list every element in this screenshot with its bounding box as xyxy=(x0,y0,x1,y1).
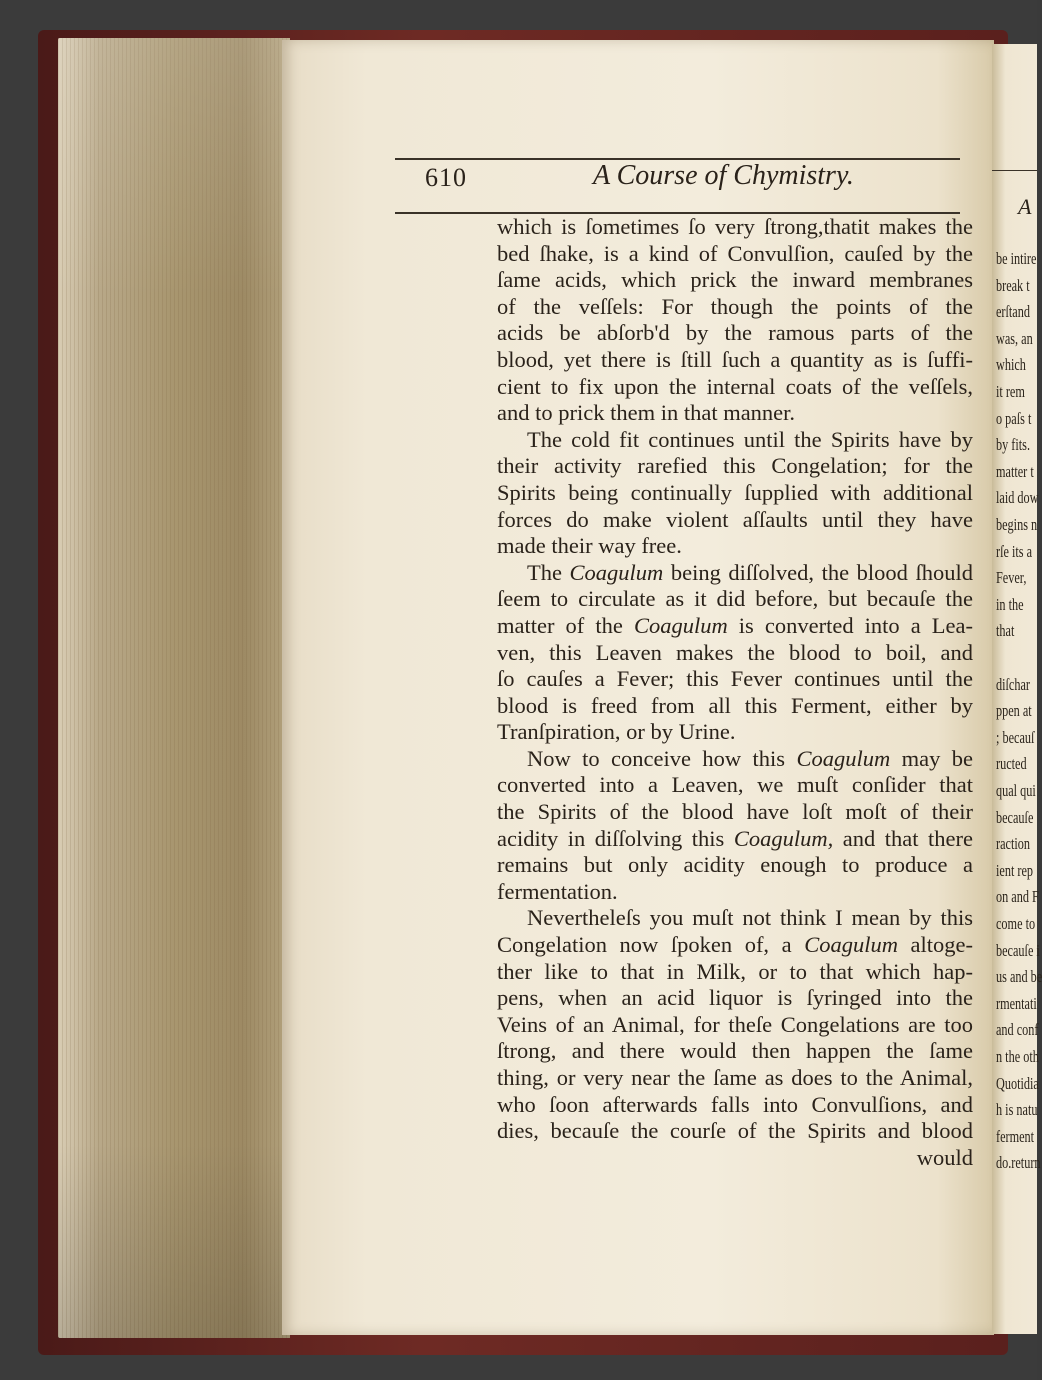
text-segment: Congelation now ſpoken of, a xyxy=(497,932,805,958)
facing-text-line: becauſe xyxy=(996,807,1034,827)
text-line: ven, this Leaven makes the blood to boil, and xyxy=(497,639,973,665)
facing-text-line: ient rep xyxy=(996,860,1034,880)
italic-term: Coagulum xyxy=(804,932,898,958)
body-text xyxy=(497,214,973,1171)
text-line: Spirits being continually ſupplied with additional xyxy=(497,479,973,505)
running-head: A Course of Chymistry. xyxy=(593,160,854,191)
text-line: and to prick them in that manner. xyxy=(497,400,796,426)
text-line: pens, when an acid liquor is ſyringed into the xyxy=(497,985,973,1011)
text-segment: altoge- xyxy=(897,932,974,958)
text-segment: The xyxy=(527,559,570,585)
text-line: thing, or very near the ſame as does to the Animal, xyxy=(497,1065,973,1090)
italic-term: Coagulum, xyxy=(733,825,834,851)
text-line: who ſoon afterwards falls into Convulſions, and xyxy=(497,1091,973,1117)
facing-text-line: do.return xyxy=(996,1153,1041,1173)
text-line: blood, yet there is ſtill ſuch a quantity as is ſuffi- xyxy=(497,346,973,372)
facing-text-line: be intire xyxy=(996,249,1037,268)
facing-text-line: was, an xyxy=(996,328,1033,348)
text-line: dies, becauſe the courſe of the Spirits and blood xyxy=(497,1118,973,1144)
facing-text-line: h is natu xyxy=(996,1100,1038,1120)
facing-text-line: becauſe i xyxy=(996,940,1040,960)
facing-text-line: ferment xyxy=(996,1126,1035,1146)
text-line: Nevertheleſs you muſt not think I mean by this xyxy=(527,905,973,931)
facing-running-head: A xyxy=(1018,194,1032,219)
text-segment: acidity in diſſolving this xyxy=(497,825,734,851)
text-line: acids be abſorb'd by the ramous parts of the xyxy=(497,320,973,346)
text-line: ſtrong, and there would then happen the ſame xyxy=(497,1038,973,1064)
text-line xyxy=(497,826,973,853)
facing-text-line: on and F xyxy=(996,887,1039,907)
italic-term: Coagulum xyxy=(633,612,728,638)
facing-text-line: that xyxy=(996,621,1015,641)
facing-page xyxy=(992,44,1042,1334)
page-edges xyxy=(58,38,290,1338)
text-line: Veins of an Animal, for theſe Congelations are too xyxy=(497,1011,973,1037)
facing-text-line: rſe its a xyxy=(996,541,1033,561)
text-line: blood is freed from all this Ferment, either by xyxy=(497,692,973,718)
text-line xyxy=(497,932,973,959)
facing-text-line: ; becauſ xyxy=(996,727,1035,747)
text-line: remains but only acidity enough to produce a xyxy=(497,852,973,878)
facing-text-line: erſtand xyxy=(996,302,1030,322)
facing-text-line: begins n xyxy=(996,515,1038,534)
facing-text-line: laid dow xyxy=(996,488,1039,508)
facing-text-line: o paſs t xyxy=(996,408,1032,428)
facing-text-line: come to xyxy=(996,914,1036,933)
text-line: forces do make violent aſſaults until they have xyxy=(497,506,973,532)
text-segment: matter of the xyxy=(497,612,634,638)
text-segment: being diſſolved, the blood ſhould xyxy=(663,559,973,585)
text-segment: may be xyxy=(890,745,973,771)
facing-text-line: ppen at xyxy=(996,701,1032,721)
text-line: ſeem to circulate as it did before, but becauſe the xyxy=(497,586,973,612)
text-line xyxy=(497,746,973,773)
facing-text-line: which xyxy=(996,355,1026,375)
text-line: made their way free. xyxy=(497,533,682,559)
facing-text-line: ructed xyxy=(996,754,1027,774)
facing-text-line: raction xyxy=(996,834,1030,854)
text-line: of the veſſels: For though the points of the xyxy=(497,293,973,319)
text-line: ſame acids, which prick the inward membranes xyxy=(497,267,973,293)
text-segment: Now to conceive how this xyxy=(527,745,797,771)
facing-text-line: in the xyxy=(996,594,1024,614)
facing-text-line: n the oth xyxy=(996,1047,1039,1066)
text-line: ther like to that in Milk, or to that which hap- xyxy=(497,958,973,984)
page-number: 610 xyxy=(425,163,467,192)
text-line: their activity rarefied this Congelation; for the xyxy=(497,453,973,479)
text-segment: and that there xyxy=(833,825,973,851)
facing-text-line: by fits. xyxy=(996,435,1031,455)
text-line: converted into a Leaven, we muſt conſider that xyxy=(497,772,973,798)
facing-text-line: Fever, xyxy=(996,568,1027,588)
text-line: bed ſhake, is a kind of Convulſion, cauſed by the xyxy=(497,240,973,266)
text-line xyxy=(497,613,973,640)
text-line: The cold fit continues until the Spirits have by xyxy=(527,426,973,452)
text-line: cient to fix upon the internal coats of the veſſels, xyxy=(497,373,973,399)
italic-term: Coagulum xyxy=(569,559,664,585)
italic-term: Coagulum xyxy=(796,745,891,771)
facing-text-line: matter t xyxy=(996,461,1034,481)
text-line: the Spirits of the blood have loſt moſt of their xyxy=(497,799,973,825)
facing-text-line: rmentati xyxy=(996,993,1037,1013)
facing-text-line: and conf xyxy=(996,1020,1039,1040)
text-line: ſo cauſes a Fever; this Fever continues until the xyxy=(497,666,973,692)
text-line: which is ſometimes ſo very ſtrong,thatit makes the xyxy=(497,214,973,239)
text-line: Tranſpiration, or by Urine. xyxy=(497,719,736,745)
facing-text-line: qual qui xyxy=(996,781,1036,800)
facing-text-line: diſchar xyxy=(996,674,1030,694)
facing-text-line: Quotidia xyxy=(996,1073,1039,1093)
text-segment: is converted into a Lea- xyxy=(727,612,973,638)
catchword: would xyxy=(916,1144,973,1170)
text-line xyxy=(497,560,973,587)
facing-text-line: us and be xyxy=(996,967,1042,987)
facing-text-line: break t xyxy=(996,275,1030,295)
text-line: fermentation. xyxy=(497,878,618,904)
facing-header-rule xyxy=(992,170,1037,171)
facing-text-line: it rem xyxy=(996,382,1025,401)
